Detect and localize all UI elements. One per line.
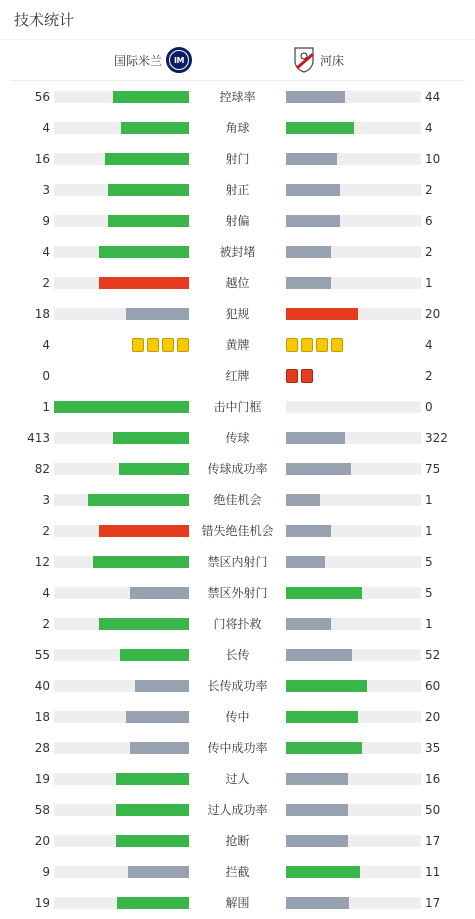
away-bar-track — [286, 246, 421, 258]
stat-label: 越位 — [225, 276, 250, 290]
stat-label: 射偏 — [225, 214, 250, 228]
stat-row — [0, 547, 475, 578]
home-stat-value: 55 — [34, 648, 50, 662]
away-bar-track — [286, 587, 421, 599]
home-bar-fill — [126, 308, 189, 320]
stat-label: 拦截 — [225, 865, 250, 879]
stat-label: 解围 — [225, 896, 250, 910]
away-stat-value: 11 — [425, 865, 441, 879]
home-stat-value: 18 — [34, 710, 50, 724]
away-bar-fill — [286, 91, 345, 103]
stat-row — [0, 516, 475, 547]
stat-label: 红牌 — [225, 369, 250, 383]
away-team-name: 河床 — [320, 53, 345, 68]
home-bar-track — [54, 215, 189, 227]
home-stat-value: 18 — [34, 307, 50, 321]
stat-label: 黄牌 — [225, 338, 250, 352]
stat-row — [0, 795, 475, 826]
away-bar-track — [286, 525, 421, 537]
away-bar-fill — [286, 494, 320, 506]
home-bar-fill — [54, 401, 189, 413]
stat-row — [0, 454, 475, 485]
home-bar-track — [54, 277, 189, 289]
stat-row — [0, 392, 475, 423]
home-bar-track — [54, 587, 189, 599]
home-bar-fill — [113, 91, 189, 103]
home-bar-fill — [113, 432, 189, 444]
away-stat-value: 44 — [425, 90, 441, 104]
home-bar-fill — [117, 897, 189, 909]
home-bar-track — [54, 153, 189, 165]
home-bar-track — [54, 91, 189, 103]
away-bar-track — [286, 277, 421, 289]
away-stat-value: 50 — [425, 803, 441, 817]
away-stat-value: 17 — [425, 834, 441, 848]
stat-row — [0, 361, 475, 392]
away-team[interactable] — [293, 46, 344, 74]
away-bar-track — [286, 91, 421, 103]
stat-row — [0, 423, 475, 454]
home-stat-value: 56 — [34, 90, 50, 104]
stat-label: 过人成功率 — [207, 803, 268, 817]
home-team[interactable] — [114, 47, 192, 73]
stat-row — [0, 578, 475, 609]
away-bar-track — [286, 680, 421, 692]
teams-row — [10, 40, 465, 81]
away-bar-fill — [286, 618, 331, 630]
home-bar-track — [54, 463, 189, 475]
away-stat-value: 52 — [425, 648, 441, 662]
home-bar-fill — [130, 742, 189, 754]
stat-label: 禁区内射门 — [207, 555, 268, 569]
away-bar-fill — [286, 742, 362, 754]
away-bar-track — [286, 711, 421, 723]
stat-row — [0, 485, 475, 516]
away-cards — [286, 369, 313, 383]
home-bar-track — [54, 773, 189, 785]
home-bar-track — [54, 742, 189, 754]
stat-label: 被封堵 — [219, 245, 256, 259]
away-bar-fill — [286, 277, 331, 289]
home-bar-track — [54, 618, 189, 630]
home-bar-fill — [116, 835, 189, 847]
away-bar-fill — [286, 215, 340, 227]
home-bar-track — [54, 556, 189, 568]
away-bar-track — [286, 804, 421, 816]
home-bar-fill — [126, 711, 189, 723]
home-stat-value: 9 — [42, 865, 50, 879]
stat-label: 错失绝佳机会 — [201, 524, 274, 538]
home-bar-fill — [108, 184, 189, 196]
away-bar-track — [286, 897, 421, 909]
home-bar-track — [54, 401, 189, 413]
home-stat-value: 1 — [42, 400, 50, 414]
away-stat-value: 75 — [425, 462, 441, 476]
home-bar-track — [54, 494, 189, 506]
away-bar-fill — [286, 153, 337, 165]
home-bar-fill — [105, 153, 189, 165]
stat-row — [0, 764, 475, 795]
home-bar-fill — [128, 866, 189, 878]
stats-list — [0, 82, 475, 919]
home-stat-value: 9 — [42, 214, 50, 228]
away-bar-fill — [286, 804, 348, 816]
home-bar-track — [54, 804, 189, 816]
stat-row — [0, 82, 475, 113]
away-stat-value: 0 — [425, 400, 433, 414]
stat-label: 过人 — [225, 772, 250, 786]
away-stat-value: 16 — [425, 772, 441, 786]
home-bar-fill — [99, 618, 189, 630]
inter-milan-logo-monogram: IM — [169, 50, 189, 70]
home-stat-value: 4 — [42, 586, 50, 600]
home-bar-fill — [119, 463, 189, 475]
stat-label: 传中成功率 — [207, 741, 268, 755]
away-bar-fill — [286, 525, 331, 537]
stat-label: 门将扑救 — [213, 617, 262, 631]
away-stat-value: 1 — [425, 276, 433, 290]
stat-label: 击中门框 — [213, 400, 262, 414]
home-stat-value: 3 — [42, 493, 50, 507]
away-bar-track — [286, 835, 421, 847]
home-stat-value: 16 — [34, 152, 50, 166]
home-stat-value: 58 — [34, 803, 50, 817]
away-bar-track — [286, 618, 421, 630]
stat-row — [0, 206, 475, 237]
away-bar-track — [286, 556, 421, 568]
away-bar-fill — [286, 184, 340, 196]
stat-row — [0, 299, 475, 330]
home-bar-fill — [99, 246, 189, 258]
home-bar-fill — [120, 649, 189, 661]
away-bar-fill — [286, 835, 348, 847]
away-bar-track — [286, 463, 421, 475]
away-bar-fill — [286, 556, 325, 568]
stat-row — [0, 237, 475, 268]
home-stat-value: 82 — [34, 462, 50, 476]
away-stat-value: 20 — [425, 307, 441, 321]
home-team-name: 国际米兰 — [113, 53, 162, 68]
away-bar-track — [286, 122, 421, 134]
home-bar-track — [54, 897, 189, 909]
stat-label: 禁区外射门 — [207, 586, 268, 600]
stat-label: 角球 — [225, 121, 250, 135]
stat-label: 抢断 — [225, 834, 250, 848]
stat-row — [0, 144, 475, 175]
away-stat-value: 17 — [425, 896, 441, 910]
away-bar-track — [286, 432, 421, 444]
away-stat-value: 6 — [425, 214, 433, 228]
home-bar-track — [54, 246, 189, 258]
stat-label: 犯规 — [225, 307, 250, 321]
away-bar-fill — [286, 773, 348, 785]
away-bar-track — [286, 866, 421, 878]
page-title: 技术统计 — [14, 11, 75, 29]
home-bar-track — [54, 711, 189, 723]
stat-row — [0, 888, 475, 919]
home-bar-track — [54, 680, 189, 692]
home-bar-fill — [116, 804, 189, 816]
away-bar-track — [286, 494, 421, 506]
away-bar-track — [286, 308, 421, 320]
away-stat-value: 20 — [425, 710, 441, 724]
home-bar-fill — [121, 122, 189, 134]
stat-label: 射正 — [225, 183, 250, 197]
stat-label: 长传成功率 — [207, 679, 268, 693]
stat-row — [0, 330, 475, 361]
away-bar-track — [286, 153, 421, 165]
away-stat-value: 322 — [425, 431, 448, 445]
away-bar-track — [286, 773, 421, 785]
yellow-card-icon — [331, 338, 343, 352]
away-stat-value: 4 — [425, 338, 433, 352]
home-bar-track — [54, 525, 189, 537]
home-stat-value: 2 — [42, 617, 50, 631]
home-bar-fill — [88, 494, 189, 506]
home-stat-value: 2 — [42, 276, 50, 290]
home-stat-value: 19 — [34, 896, 50, 910]
home-bar-fill — [99, 525, 189, 537]
away-cards — [286, 338, 343, 352]
away-bar-fill — [286, 711, 358, 723]
home-stat-value: 20 — [34, 834, 50, 848]
red-card-icon — [286, 369, 298, 383]
inter-milan-logo-icon — [166, 47, 192, 73]
away-stat-value: 35 — [425, 741, 441, 755]
home-stat-value: 413 — [27, 431, 50, 445]
stat-row — [0, 175, 475, 206]
stat-label: 传球成功率 — [207, 462, 268, 476]
away-bar-track — [286, 649, 421, 661]
away-bar-track — [286, 401, 421, 413]
stat-label: 长传 — [225, 648, 250, 662]
away-bar-track — [286, 742, 421, 754]
home-bar-fill — [116, 773, 189, 785]
home-bar-fill — [108, 215, 189, 227]
away-bar-fill — [286, 649, 352, 661]
home-stat-value: 4 — [42, 121, 50, 135]
away-stat-value: 4 — [425, 121, 433, 135]
away-bar-fill — [286, 432, 345, 444]
stat-label: 射门 — [225, 152, 250, 166]
stat-label: 传球 — [225, 431, 250, 445]
away-bar-fill — [286, 122, 354, 134]
stat-row — [0, 857, 475, 888]
away-bar-fill — [286, 587, 362, 599]
stat-row — [0, 702, 475, 733]
away-stat-value: 1 — [425, 524, 433, 538]
away-bar-fill — [286, 463, 351, 475]
stat-label: 控球率 — [219, 90, 256, 104]
away-stat-value: 10 — [425, 152, 441, 166]
home-bar-track — [54, 184, 189, 196]
home-bar-track — [54, 122, 189, 134]
home-bar-fill — [93, 556, 189, 568]
red-card-icon — [301, 369, 313, 383]
home-stat-value: 40 — [34, 679, 50, 693]
home-stat-value: 19 — [34, 772, 50, 786]
home-stat-value: 12 — [34, 555, 50, 569]
yellow-card-icon — [286, 338, 298, 352]
yellow-card-icon — [147, 338, 159, 352]
home-stat-value: 2 — [42, 524, 50, 538]
away-bar-fill — [286, 308, 358, 320]
stat-row — [0, 733, 475, 764]
river-plate-logo-icon — [293, 47, 315, 73]
home-stat-value: 4 — [42, 338, 50, 352]
stat-label: 绝佳机会 — [213, 493, 262, 507]
stats-header — [0, 0, 475, 40]
yellow-card-icon — [177, 338, 189, 352]
away-bar-fill — [286, 246, 331, 258]
yellow-card-icon — [301, 338, 313, 352]
away-bar-fill — [286, 866, 360, 878]
yellow-card-icon — [316, 338, 328, 352]
home-bar-track — [54, 866, 189, 878]
away-bar-fill — [286, 897, 349, 909]
home-stat-value: 4 — [42, 245, 50, 259]
home-bar-track — [54, 308, 189, 320]
home-bar-track — [54, 835, 189, 847]
stat-row — [0, 671, 475, 702]
away-stat-value: 2 — [425, 183, 433, 197]
home-bar-fill — [130, 587, 189, 599]
yellow-card-icon — [132, 338, 144, 352]
away-bar-fill — [286, 680, 367, 692]
stat-row — [0, 640, 475, 671]
away-stat-value: 5 — [425, 586, 433, 600]
home-stat-value: 0 — [42, 369, 50, 383]
home-cards — [132, 338, 189, 352]
home-bar-track — [54, 432, 189, 444]
away-stat-value: 2 — [425, 369, 433, 383]
away-stat-value: 1 — [425, 617, 433, 631]
away-stat-value: 5 — [425, 555, 433, 569]
home-bar-track — [54, 649, 189, 661]
home-stat-value: 28 — [34, 741, 50, 755]
away-stat-value: 2 — [425, 245, 433, 259]
stat-label: 传中 — [225, 710, 250, 724]
stat-row — [0, 268, 475, 299]
yellow-card-icon — [162, 338, 174, 352]
away-bar-track — [286, 215, 421, 227]
home-bar-fill — [135, 680, 189, 692]
stat-row — [0, 113, 475, 144]
home-bar-fill — [99, 277, 189, 289]
stat-row — [0, 826, 475, 857]
home-stat-value: 3 — [42, 183, 50, 197]
away-stat-value: 1 — [425, 493, 433, 507]
away-stat-value: 60 — [425, 679, 441, 693]
stat-row — [0, 609, 475, 640]
away-bar-track — [286, 184, 421, 196]
